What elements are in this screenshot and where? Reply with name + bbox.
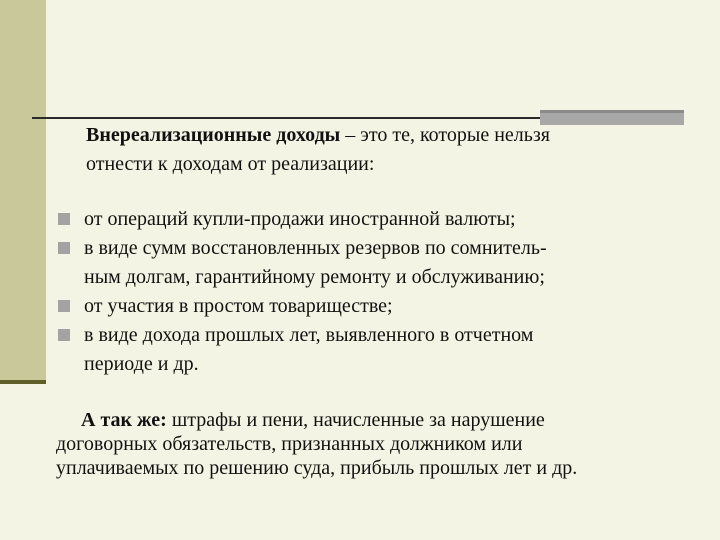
- bullet-line: в виде сумм восстановленных резервов по сомнитель-: [84, 237, 547, 259]
- bullet-item: [58, 292, 688, 321]
- bullet-line: ным долгам, гарантийному ремонту и обслуживанию;: [84, 266, 545, 288]
- bullet-item: [58, 234, 688, 292]
- intro-paragraph: [86, 121, 686, 179]
- intro-line2: отнести к доходам от реализации:: [86, 153, 375, 175]
- bullet-line: от участия в простом товариществе;: [84, 295, 393, 317]
- bullet-item: [58, 205, 688, 234]
- footer-line1-rest: штрафы и пени, начисленные за нарушение: [166, 409, 545, 431]
- bullet-square-icon: [58, 329, 70, 341]
- intro-line1-rest: – это те, которые нельзя: [340, 124, 550, 146]
- footer-line2: договорных обязательств, признанных должником или: [56, 433, 523, 455]
- footer-paragraph: [56, 408, 696, 480]
- bullet-square-icon: [58, 300, 70, 312]
- bullet-line: периоде и др.: [84, 353, 199, 375]
- bullet-line: от операций купли-продажи иностранной валюты;: [84, 208, 516, 230]
- decorative-side-bar: [0, 0, 46, 380]
- bullet-line: в виде дохода прошлых лет, выявленного в отчетном: [84, 324, 534, 346]
- bullet-square-icon: [58, 213, 70, 225]
- bullet-list: [58, 205, 688, 379]
- bullet-item: [58, 321, 688, 379]
- side-bar-bottom-edge: [0, 380, 46, 384]
- bullet-square-icon: [58, 242, 70, 254]
- footer-line3: уплачиваемых по решению суда, прибыль прошлых лет и др.: [56, 457, 578, 479]
- footer-lead: А так же:: [81, 409, 167, 431]
- intro-term: Внереализационные доходы: [86, 124, 341, 146]
